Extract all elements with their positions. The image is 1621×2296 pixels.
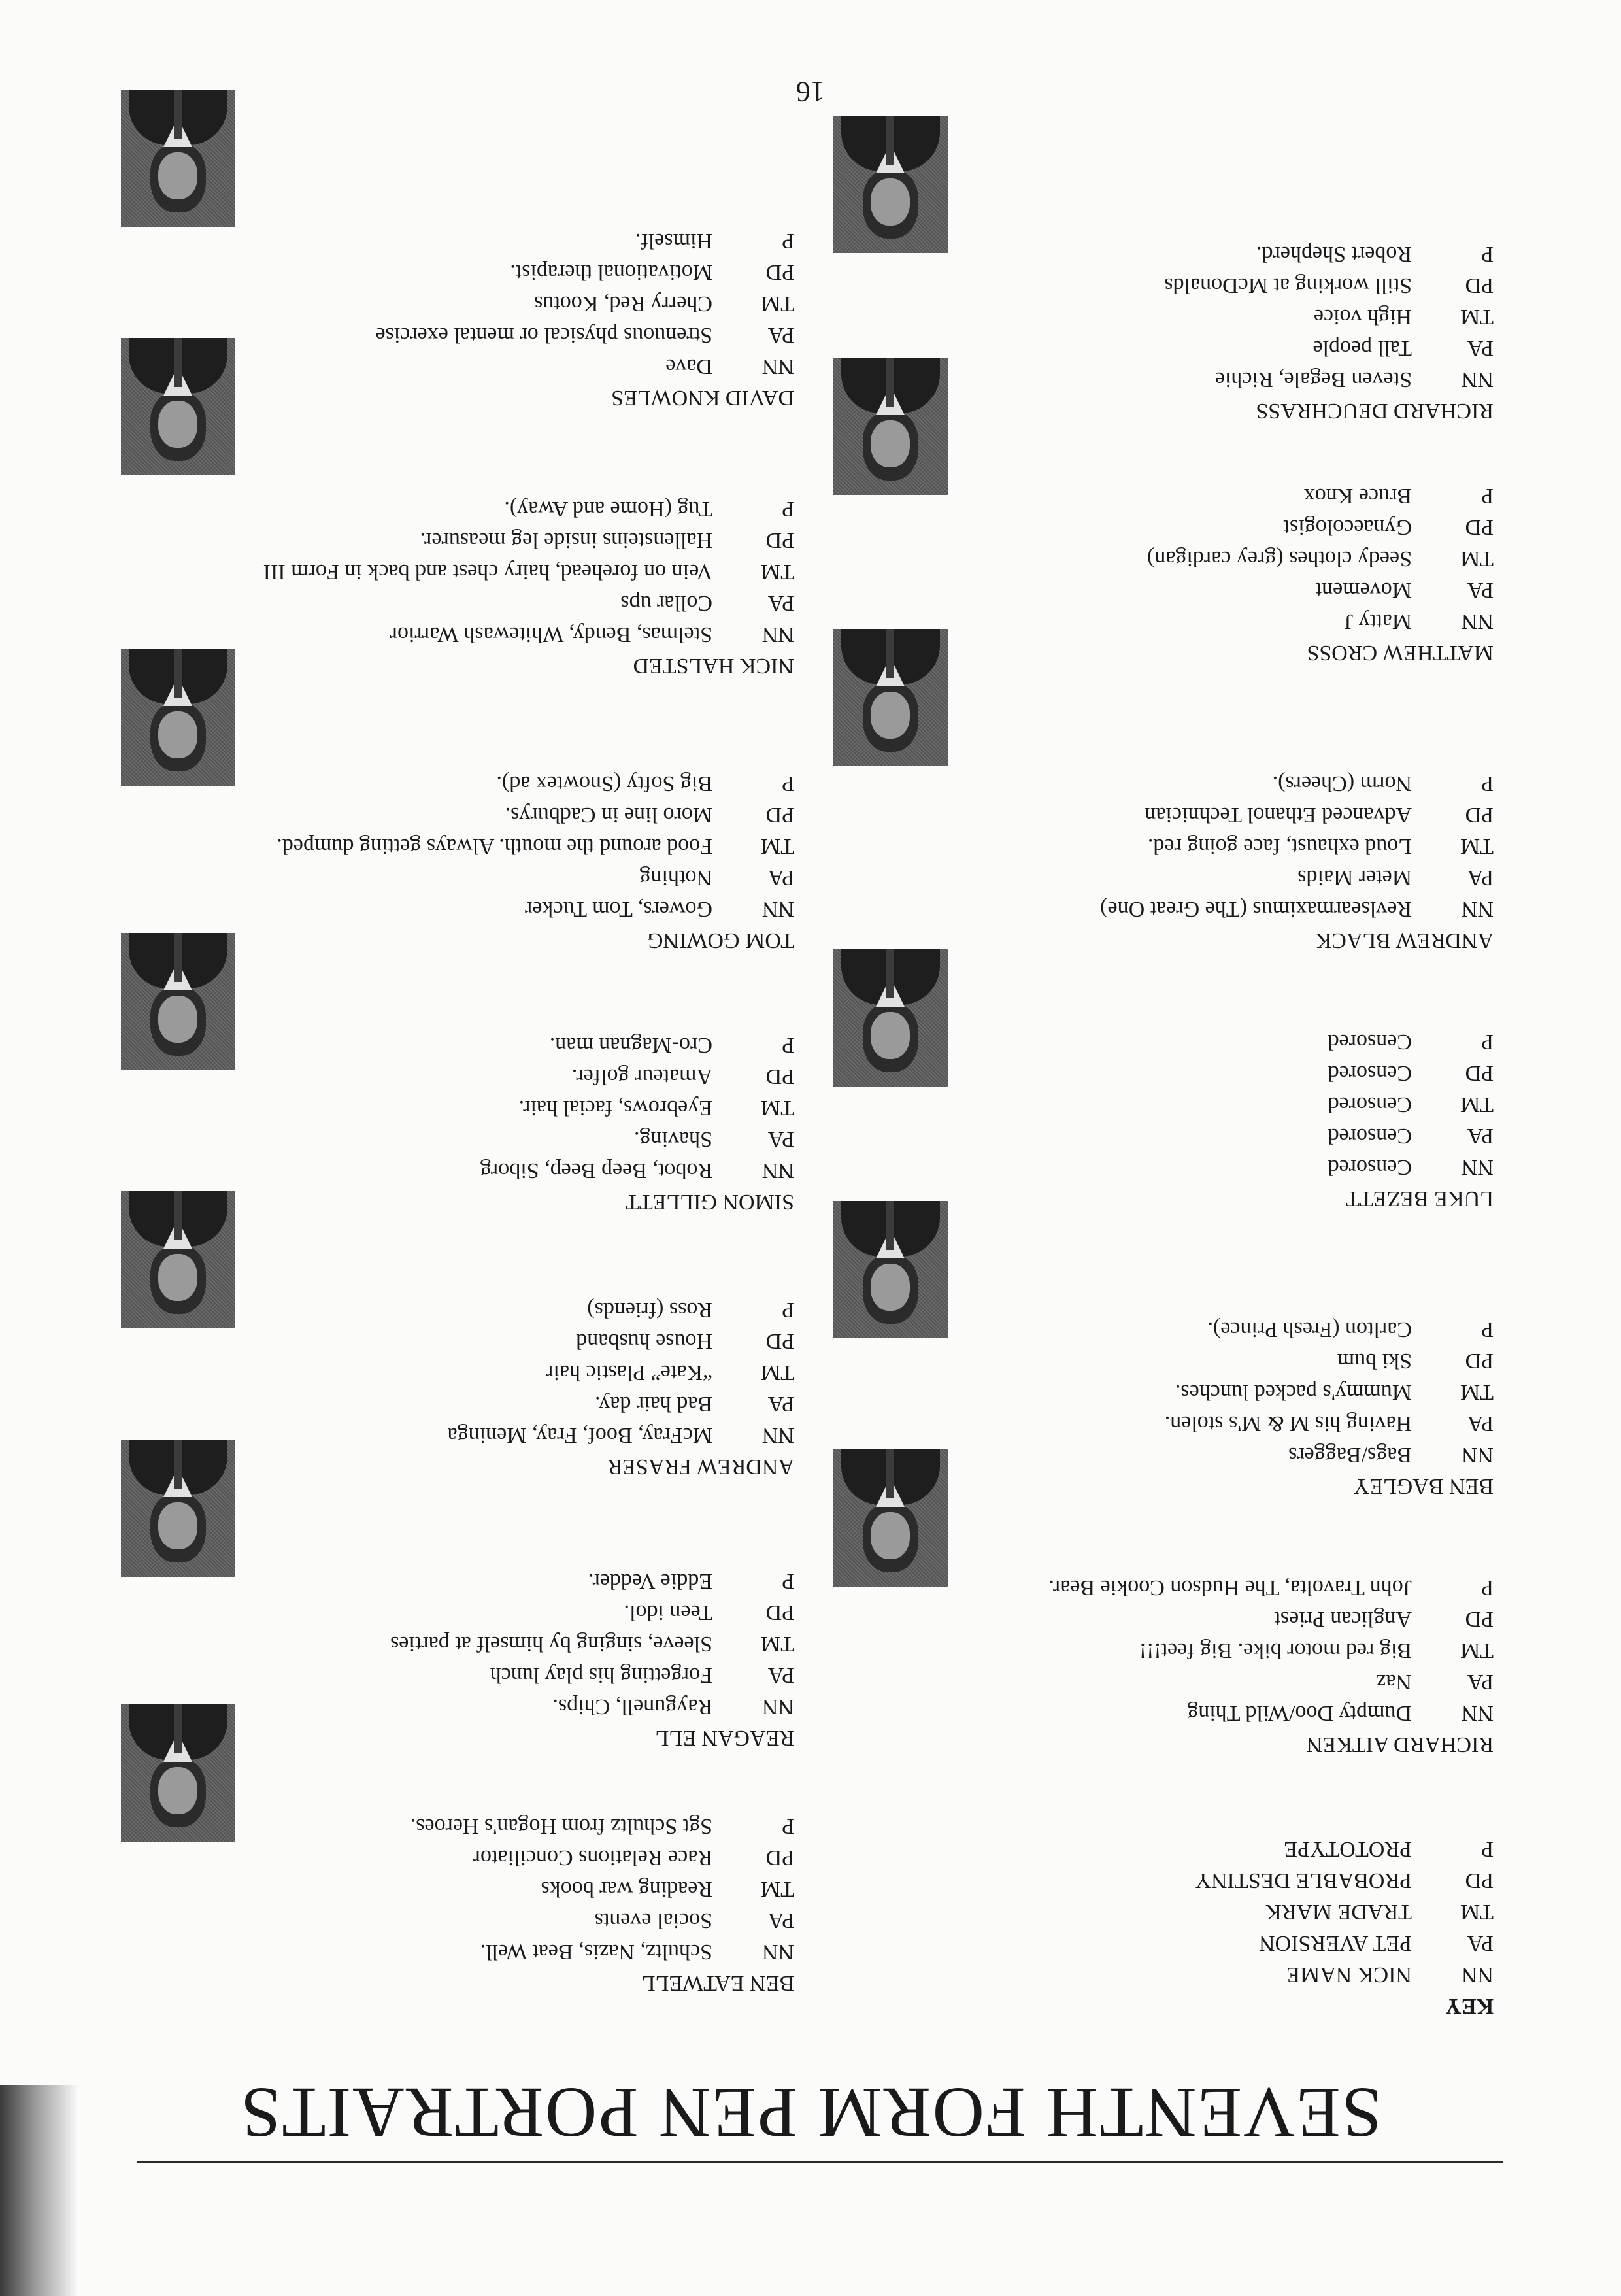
field-code: TM: [1460, 547, 1494, 571]
page-title: SEVENTH FORM PEN PORTRAITS: [239, 2073, 1382, 2153]
field-text: Censored: [1328, 1030, 1412, 1054]
portrait-field: [127, 1659, 794, 1691]
field-code: TM: [1460, 1380, 1494, 1404]
header-rule: [137, 2161, 1503, 2163]
field-text: Race Relations Conciliator: [473, 1846, 712, 1870]
portrait-field: [827, 605, 1494, 637]
student-name: BEN EATWELL: [641, 1971, 794, 1995]
portrait-field: [827, 480, 1494, 511]
student-name: SIMON GILLETT: [626, 1190, 794, 1214]
field-code: NN: [761, 897, 794, 921]
portrait-field: [827, 1572, 1494, 1603]
portrait-field: [127, 1936, 794, 1967]
field-code: PD: [765, 803, 794, 827]
portrait-photo: [121, 90, 235, 227]
portrait-field: [827, 574, 1494, 605]
portrait-field: [827, 1439, 1494, 1470]
student-name: BEN BAGLEY: [1353, 1474, 1494, 1498]
student-name: LUKE BEZETT: [1346, 1187, 1494, 1211]
student-name: RICHARD AITKEN: [1306, 1732, 1494, 1757]
field-code: TM: [1460, 834, 1494, 858]
pen-portrait-entry: [127, 1029, 794, 1217]
key-row: [905, 1896, 1494, 1927]
key-label: PET AVERSION: [1259, 1931, 1412, 1955]
portrait-field: [127, 1294, 794, 1325]
field-code: PD: [765, 528, 794, 552]
portrait-field: [827, 1089, 1494, 1120]
field-code: TM: [761, 1877, 794, 1901]
field-text: Schultz, Nazis, Beat Well.: [480, 1940, 712, 1964]
portrait-field: [127, 556, 794, 587]
field-code: PD: [765, 260, 794, 284]
field-code: PA: [767, 1663, 794, 1687]
field-text: Bad hair day.: [594, 1392, 712, 1416]
key-row: [905, 1959, 1494, 1990]
portrait-field: [127, 799, 794, 830]
portrait-field: [827, 768, 1494, 799]
portrait-field: [827, 269, 1494, 301]
portrait-field: [827, 1603, 1494, 1634]
key-row: [905, 1833, 1494, 1865]
field-code: P: [782, 229, 794, 253]
portrait-field: [127, 618, 794, 650]
portrait-field: [827, 1697, 1494, 1729]
student-name: MATTHEW CROSS: [1307, 641, 1494, 665]
field-text: Having his M & M's stolen.: [1164, 1411, 1412, 1436]
field-text: Food around the mouth. Always getting dumped.: [276, 834, 712, 858]
field-text: Shaving.: [634, 1127, 712, 1151]
field-text: Seedy clothes (grey cardigan): [1147, 547, 1412, 571]
portrait-field: [127, 893, 794, 924]
field-code: PA: [767, 591, 794, 615]
portrait-field: [827, 1376, 1494, 1408]
field-text: Robot, Beep Beep, Siborg: [480, 1158, 712, 1183]
student-name: NICK HALSTED: [633, 654, 794, 678]
portrait-field: [127, 768, 794, 799]
field-text: Advanced Ethanol Technician: [1145, 803, 1412, 827]
field-code: PD: [1465, 273, 1494, 297]
field-code: NN: [1461, 1155, 1494, 1179]
field-text: Motivational therapist.: [510, 260, 712, 284]
portrait-field: [127, 862, 794, 893]
field-code: PA: [767, 1127, 794, 1151]
field-code: PA: [767, 1392, 794, 1416]
field-text: Eddie Vedder.: [588, 1569, 712, 1593]
portrait-field: [127, 1092, 794, 1123]
field-text: Robert Shepherd.: [1256, 242, 1412, 266]
field-text: Movement: [1315, 578, 1412, 602]
portrait-field: [827, 893, 1494, 924]
field-code: NN: [1461, 367, 1494, 392]
field-code: PA: [1467, 1411, 1494, 1436]
portrait-field: [127, 1155, 794, 1186]
field-text: Social events: [594, 1908, 712, 1933]
field-code: PD: [765, 1329, 794, 1353]
portrait-field: [127, 1596, 794, 1628]
field-text: Censored: [1328, 1155, 1412, 1179]
portrait-field: [827, 862, 1494, 893]
field-text: High voice: [1313, 305, 1412, 329]
binding-shadow: [0, 2085, 78, 2296]
portrait-field: [127, 830, 794, 862]
field-code: PA: [767, 323, 794, 347]
key-row: [905, 1927, 1494, 1959]
field-text: Naz: [1376, 1670, 1412, 1694]
field-code: NN: [1461, 1701, 1494, 1725]
field-code: TM: [761, 1632, 794, 1656]
field-code: TM: [761, 1360, 794, 1385]
key-code: PA: [1467, 1931, 1494, 1955]
field-code: PD: [765, 1846, 794, 1870]
portrait-field: [827, 363, 1494, 395]
key-block: [905, 1833, 1494, 2021]
field-text: Collar ups: [620, 591, 712, 615]
pen-portrait-entry: [127, 768, 794, 956]
portrait-field: [127, 1873, 794, 1904]
field-code: PA: [1467, 336, 1494, 360]
field-text: Amateur golfer.: [571, 1064, 712, 1089]
field-code: PA: [1467, 1124, 1494, 1148]
field-text: Ski bum: [1337, 1349, 1412, 1373]
student-name: DAVID KNOWLES: [611, 386, 794, 410]
portrait-field: [127, 587, 794, 618]
field-text: Cherry Red, Kootus: [534, 292, 712, 316]
field-code: P: [1481, 484, 1494, 508]
field-text: Himself.: [635, 229, 712, 253]
field-text: Steven Begale, Richie: [1214, 367, 1412, 392]
field-text: Big Softy (Snowtex ad).: [496, 771, 712, 796]
field-text: Forgetting his play lunch: [490, 1663, 712, 1687]
field-code: PA: [1467, 866, 1494, 890]
field-text: Teen idol.: [624, 1600, 712, 1625]
field-code: PD: [1465, 1607, 1494, 1631]
field-text: Strenuous physical or mental exercise: [375, 323, 712, 347]
field-text: Gynaecologist: [1283, 515, 1412, 539]
pen-portrait-entry: [827, 1026, 1494, 1214]
portrait-field: [127, 1029, 794, 1060]
field-code: PA: [767, 866, 794, 890]
field-text: Cro-Magnan man.: [549, 1033, 712, 1057]
pen-portrait-entry: [827, 480, 1494, 668]
portrait-field: [127, 1904, 794, 1936]
field-code: TM: [761, 1096, 794, 1120]
portrait-field: [827, 1120, 1494, 1151]
portrait-field: [827, 799, 1494, 830]
page-number: 16: [796, 76, 825, 108]
student-name: ANDREW FRASER: [607, 1455, 794, 1479]
portrait-field: [127, 1123, 794, 1155]
key-code: NN: [1461, 1963, 1494, 1987]
field-code: NN: [761, 1940, 794, 1964]
field-code: P: [1481, 771, 1494, 796]
field-text: Sgt Schultz from Hogan's Heroes.: [410, 1814, 712, 1838]
portrait-field: [127, 493, 794, 524]
field-text: Meter Maids: [1297, 866, 1412, 890]
field-code: P: [782, 1298, 794, 1322]
portrait-field: [827, 1151, 1494, 1183]
field-code: NN: [761, 1695, 794, 1719]
field-code: PD: [1465, 803, 1494, 827]
field-text: McFray, Boof, Fray, Meninga: [447, 1423, 712, 1447]
field-text: Carlton (Fresh Prince).: [1207, 1317, 1412, 1342]
field-text: Dumpty Doo/Wild Thing: [1187, 1701, 1412, 1725]
pen-portrait-entry: [827, 238, 1494, 426]
key-label: PROTOTYPE: [1284, 1837, 1412, 1861]
portrait-field: [827, 1345, 1494, 1376]
portrait-field: [827, 1057, 1494, 1089]
field-text: Matty J: [1345, 609, 1412, 633]
field-text: Gowers, Tom Tucker: [525, 897, 712, 921]
field-text: Norm (Cheers).: [1272, 771, 1412, 796]
field-code: NN: [761, 1158, 794, 1183]
portrait-field: [827, 1666, 1494, 1697]
field-text: Anglican Priest: [1274, 1607, 1412, 1631]
pen-portrait-entry: [127, 1294, 794, 1482]
field-code: PD: [765, 1600, 794, 1625]
field-text: Sleeve, singing by himself at parties: [390, 1632, 712, 1656]
pen-portrait-entry: [127, 1565, 794, 1753]
portrait-field: [827, 830, 1494, 862]
key-row: [905, 1865, 1494, 1896]
field-text: Mummy's packed lunches.: [1175, 1380, 1412, 1404]
pen-portrait-entry: [127, 493, 794, 681]
student-name: REAGAN ELL: [655, 1726, 794, 1750]
portrait-field: [827, 238, 1494, 269]
portrait-field: [127, 1060, 794, 1092]
field-text: Vein on forehead, hairy chest and back in Form III: [263, 560, 712, 584]
portrait-field: [827, 1026, 1494, 1057]
field-text: Eyebrows, facial hair.: [518, 1096, 712, 1120]
portrait-photo: [833, 116, 948, 253]
field-text: Tug (Home and Away).: [504, 497, 712, 521]
portrait-field: [127, 1842, 794, 1873]
key-code: PD: [1465, 1868, 1494, 1893]
field-code: P: [782, 771, 794, 796]
field-code: P: [782, 497, 794, 521]
field-code: PD: [1465, 1349, 1494, 1373]
field-code: P: [782, 1033, 794, 1057]
field-text: Hallensteins inside leg measurer.: [420, 528, 712, 552]
field-code: P: [1481, 1576, 1494, 1600]
field-text: Censored: [1328, 1092, 1412, 1117]
field-text: Tall people: [1312, 336, 1412, 360]
portrait-field: [127, 288, 794, 319]
portrait-field: [127, 256, 794, 288]
key-heading: KEY: [1445, 1994, 1494, 2018]
field-code: TM: [1460, 1638, 1494, 1663]
student-name: TOM GOWING: [646, 928, 794, 953]
portrait-field: [127, 524, 794, 556]
field-text: Stelmas, Bendy, Whitewash Warrior: [390, 622, 712, 647]
portrait-field: [827, 511, 1494, 543]
portrait-field: [127, 1419, 794, 1451]
key-code: TM: [1460, 1900, 1494, 1924]
field-code: TM: [1460, 305, 1494, 329]
field-text: Bruce Knox: [1303, 484, 1412, 508]
portrait-field: [127, 1628, 794, 1659]
field-text: Dave: [665, 354, 712, 379]
portrait-field: [127, 1691, 794, 1722]
pen-portrait-entry: [827, 1313, 1494, 1502]
field-code: TM: [761, 834, 794, 858]
key-code: P: [1481, 1837, 1494, 1861]
portrait-field: [127, 225, 794, 256]
student-name: RICHARD DEUCHRASS: [1256, 399, 1494, 423]
field-code: NN: [761, 622, 794, 647]
field-code: PD: [765, 1064, 794, 1089]
field-code: TM: [761, 292, 794, 316]
field-text: Nothing: [639, 866, 712, 890]
portrait-field: [127, 1810, 794, 1842]
field-text: Moro line in Cadburys.: [505, 803, 712, 827]
field-code: PD: [1465, 515, 1494, 539]
key-label: PROBABLE DESTINY: [1195, 1868, 1412, 1893]
field-code: NN: [1461, 609, 1494, 633]
field-text: Censored: [1328, 1061, 1412, 1085]
field-text: Big red motor bike. Big feet!!!: [1139, 1638, 1412, 1663]
field-code: PA: [1467, 1670, 1494, 1694]
key-label: TRADE MARK: [1265, 1900, 1412, 1924]
key-label: NICK NAME: [1286, 1963, 1412, 1987]
pen-portrait-entry: [827, 1572, 1494, 1760]
portrait-field: [827, 1408, 1494, 1439]
field-text: “Kate” Plastic hair: [546, 1360, 712, 1385]
field-text: John Travolta, The Hudson Cookie Bear.: [1048, 1576, 1412, 1600]
portrait-field: [827, 1313, 1494, 1345]
field-code: TM: [761, 560, 794, 584]
field-text: Revlsearmaximus (The Great One): [1100, 897, 1412, 921]
student-name: ANDREW BLACK: [1315, 928, 1494, 953]
portrait-field: [827, 301, 1494, 332]
field-text: Ross (friends): [587, 1298, 712, 1322]
field-text: Raygunell, Chips.: [552, 1695, 712, 1719]
pen-portrait-entry: [827, 768, 1494, 956]
portrait-field: [827, 1634, 1494, 1666]
portrait-field: [827, 543, 1494, 574]
field-text: Still working at McDonalds: [1164, 273, 1412, 297]
field-code: NN: [1461, 897, 1494, 921]
field-code: NN: [761, 1423, 794, 1447]
field-text: House husband: [576, 1329, 712, 1353]
field-code: PD: [1465, 1061, 1494, 1085]
portrait-field: [127, 319, 794, 350]
pen-portrait-entry: [127, 225, 794, 413]
portrait-field: [127, 1325, 794, 1357]
field-text: Bags/Baggers: [1288, 1443, 1412, 1467]
field-code: P: [782, 1569, 794, 1593]
field-code: PA: [767, 1908, 794, 1933]
portrait-field: [127, 350, 794, 382]
portrait-field: [827, 332, 1494, 363]
field-code: TM: [1460, 1092, 1494, 1117]
field-code: P: [782, 1814, 794, 1838]
field-text: Reading war books: [541, 1877, 712, 1901]
field-code: P: [1481, 1317, 1494, 1342]
field-code: NN: [1461, 1443, 1494, 1467]
field-code: PA: [1467, 578, 1494, 602]
field-code: P: [1481, 1030, 1494, 1054]
portrait-field: [127, 1388, 794, 1419]
pen-portrait-entry: [127, 1810, 794, 1999]
field-text: Loud exhaust, face going red.: [1147, 834, 1412, 858]
field-code: P: [1481, 242, 1494, 266]
portrait-field: [127, 1357, 794, 1388]
portrait-field: [127, 1565, 794, 1596]
field-text: Censored: [1328, 1124, 1412, 1148]
field-code: NN: [761, 354, 794, 379]
